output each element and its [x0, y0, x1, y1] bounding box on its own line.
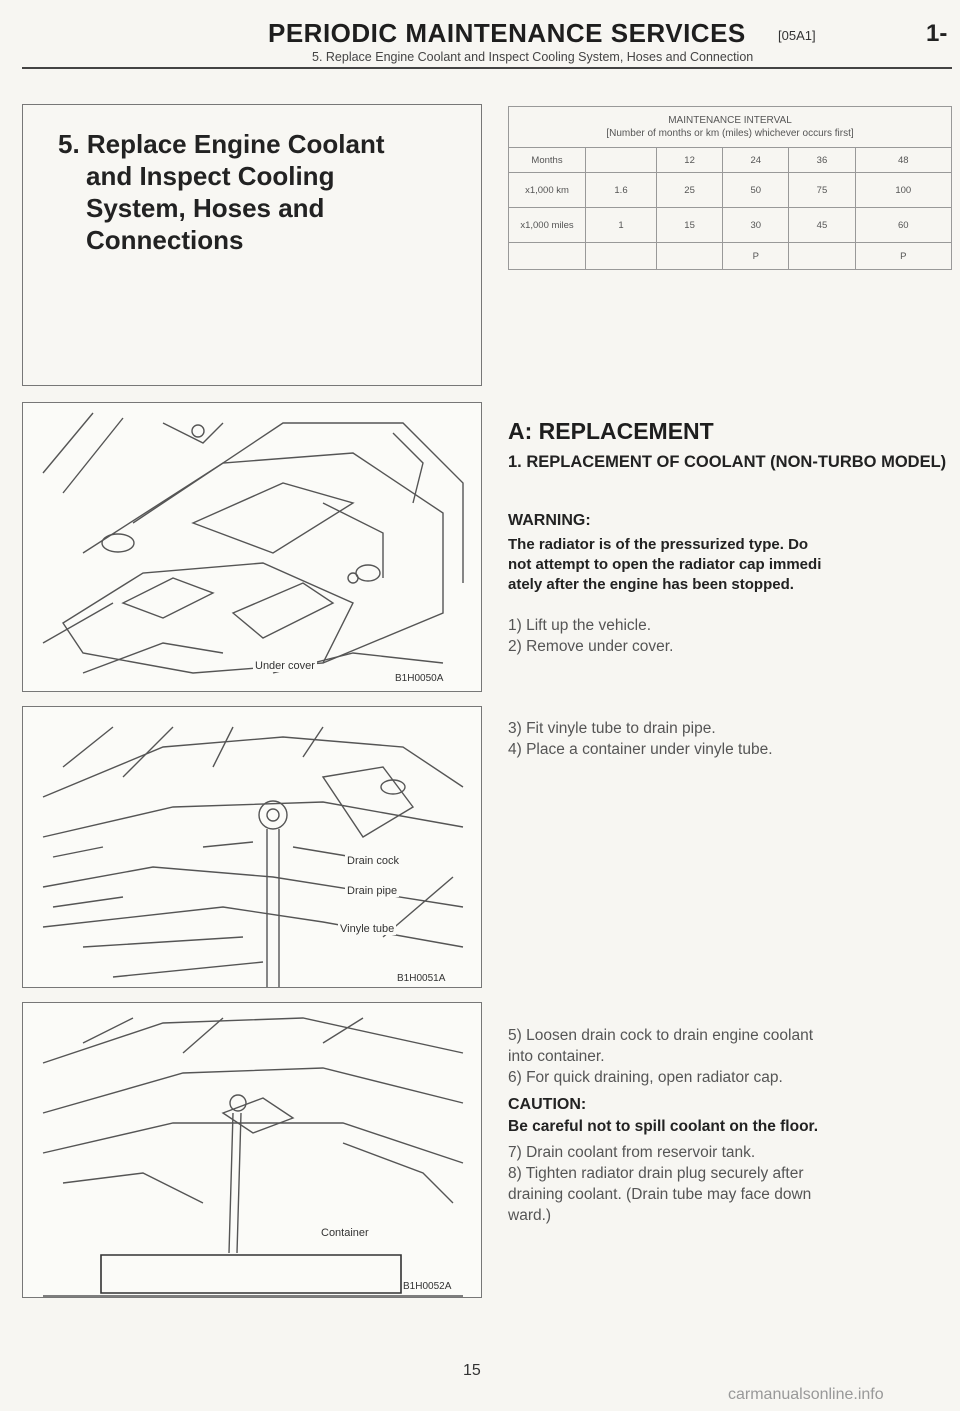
table-cell: 12 [657, 148, 723, 173]
table-cell: 50 [723, 173, 789, 208]
table-row [509, 208, 952, 243]
page-number: 15 [463, 1362, 481, 1379]
callout-drain-pipe: Drain pipe [347, 885, 398, 897]
table-heading-note: [Number of months or km (miles) whichever occurs first] [606, 128, 854, 139]
table-cell: 25 [657, 173, 723, 208]
table-row [509, 173, 952, 208]
table-cell: 75 [789, 173, 855, 208]
header-page-prefix: 1- [926, 20, 948, 47]
table-row-label: Months [509, 148, 586, 173]
table-cell: 30 [723, 208, 789, 243]
section-heading: A: REPLACEMENT [508, 418, 714, 444]
caution-text: Be careful not to spill coolant on the floor. [508, 1118, 819, 1135]
header-title: PERIODIC MAINTENANCE SERVICES [268, 18, 746, 48]
table-cell: P [855, 243, 951, 270]
table-row-label [509, 243, 586, 270]
table-cell: P [723, 243, 789, 270]
caution-label: CAUTION: [508, 1096, 587, 1113]
figure-id: B1H0050A [395, 673, 444, 684]
warning-text: The radiator is of the pressurized type. Do not attempt to open the radiator cap immedi ately after the engine has been stopped. [508, 536, 822, 593]
table-cell: 60 [855, 208, 951, 243]
steps-7-8: 7) Drain coolant from reservoir tank. 8) Tighten radiator drain plug securely after draining coolant. (Drain tube may face down ward.) [508, 1144, 812, 1224]
table-cell: 100 [855, 173, 951, 208]
figure-under-cover [22, 402, 482, 692]
header-rule [22, 67, 952, 69]
table-row [509, 148, 952, 173]
container-illustration [23, 1003, 482, 1298]
table-cell: 1.6 [586, 173, 657, 208]
callout-container: Container [321, 1227, 369, 1239]
header-subtitle: 5. Replace Engine Coolant and Inspect Cooling System, Hoses and Connection [312, 50, 754, 64]
table-cell [789, 243, 855, 270]
drain-cock-illustration [23, 707, 482, 988]
table-cell: 24 [723, 148, 789, 173]
table-heading-title: MAINTENANCE INTERVAL [668, 115, 792, 126]
table-cell: 15 [657, 208, 723, 243]
section-title-line: System, Hoses and [86, 193, 325, 223]
section-title [58, 128, 458, 256]
watermark: carmanualsonline.info [728, 1386, 884, 1403]
table-cell: 45 [789, 208, 855, 243]
steps-5-6: 5) Loosen drain cock to drain engine coolant into container. 6) For quick draining, open radiator cap. [508, 1027, 814, 1086]
figure-id: B1H0052A [403, 1281, 452, 1292]
figure-id: B1H0051A [397, 973, 446, 984]
table-cell [586, 243, 657, 270]
table-cell: 1 [586, 208, 657, 243]
sub-heading: 1. REPLACEMENT OF COOLANT (NON-TURBO MODEL) [508, 453, 947, 471]
section-title-line: and Inspect Cooling [86, 161, 335, 191]
callout-drain-cock: Drain cock [347, 855, 399, 867]
table-cell [657, 243, 723, 270]
steps-3-4: 3) Fit vinyle tube to drain pipe. 4) Place a container under vinyle tube. [508, 720, 773, 758]
section-title-line: Connections [86, 225, 244, 255]
callout-vinyle-tube: Vinyle tube [340, 923, 395, 935]
table-row-label: x1,000 miles [509, 208, 586, 243]
figure-container [22, 1002, 482, 1298]
section-title-line: 5. Replace Engine Coolant [58, 129, 385, 159]
warning-label: WARNING: [508, 512, 591, 529]
table-cell: 36 [789, 148, 855, 173]
table-heading [509, 107, 952, 148]
maintenance-interval-table [508, 106, 952, 270]
under-cover-illustration [23, 403, 482, 692]
table-cell: 48 [855, 148, 951, 173]
callout-under-cover: Under cover [255, 660, 315, 672]
steps-1-2: 1) Lift up the vehicle. 2) Remove under cover. [508, 617, 674, 655]
header-code: [05A1] [778, 28, 816, 43]
table-cell [586, 148, 657, 173]
table-row [509, 243, 952, 270]
table-row-label: x1,000 km [509, 173, 586, 208]
figure-drain-cock [22, 706, 482, 988]
